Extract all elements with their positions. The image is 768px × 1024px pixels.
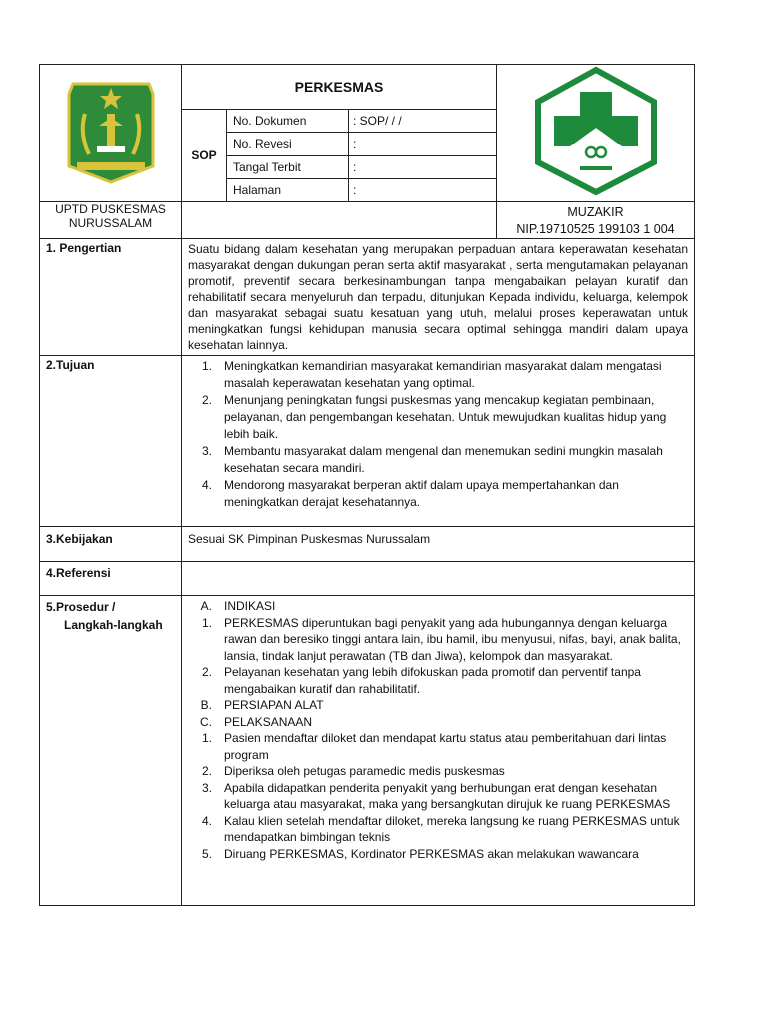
sop-label: SOP — [182, 110, 227, 202]
meta-label-no-revesi: No. Revesi — [227, 133, 349, 156]
list-item — [188, 813, 688, 846]
list-item-text: PERKESMAS diperuntukan bagi penyakit yang ada hubungannya dengan keluarga rawan dan beresiko tinggi antara lain, ibu hamil, ibu menyusui, nifas, bayi, anak balita, lansia, tindak lanjut perawatan (TB dan Jiwa), kelompok dan masyarakat. — [224, 615, 681, 663]
list-item — [188, 714, 688, 731]
section-label-pengertian: 1. Pengertian — [40, 239, 182, 356]
list-item — [188, 763, 688, 780]
meta-label-no-dokumen: No. Dokumen — [227, 110, 349, 133]
prosedur-label-line2: Langkah-langkah — [64, 618, 163, 632]
list-item: 4. Mendorong masyarakat berperan aktif dalam upaya mempertahankan dan meningkatkan derajat kesehatannya. — [201, 478, 619, 509]
list-item-text: PERSIAPAN ALAT — [224, 698, 324, 712]
list-item — [188, 598, 688, 615]
meta-label-halaman: Halaman — [227, 179, 349, 202]
list-item-number: C. — [200, 714, 212, 729]
signer-cell — [497, 202, 695, 239]
section-label-prosedur — [40, 596, 182, 906]
signer-name: MUZAKIR — [567, 205, 624, 219]
org-name-line1: UPTD PUSKESMAS — [55, 202, 166, 216]
list-item: 3. Membantu masyarakat dalam mengenal dan menemukan sedini mungkin masalah kesehatan secara mandiri. — [201, 444, 663, 475]
list-item: 2. Menunjang peningkatan fungsi puskesmas yang mencakup kegiatan pembinaan, pelayanan, dan pengembangan kesehatan. Untuk mewujudkan kualitas hidup yang lebih baik. — [201, 393, 667, 441]
list-item-number: B. — [200, 698, 212, 712]
section-body-referensi — [182, 562, 695, 596]
list-item-number: 1. — [201, 615, 212, 630]
list-item-text: INDIKASI — [224, 599, 276, 613]
list-item-number: 1. — [201, 731, 212, 745]
list-item — [188, 615, 688, 665]
sop-table — [39, 64, 695, 906]
list-item-number: 4. — [201, 813, 212, 828]
puskesmas-logo-cell — [497, 65, 695, 202]
section-label-tujuan: 2.Tujuan — [40, 356, 182, 527]
section-label-kebijakan: 3.Kebijakan — [40, 527, 182, 562]
meta-value-no-revesi: : — [349, 133, 497, 156]
list-item-number: 2. — [201, 665, 212, 679]
list-item-text: Pasien mendaftar diloket dan mendapat kartu status atau pemberitahuan dari lintas program — [224, 731, 667, 762]
org-name-line2: NURUSSALAM — [68, 216, 153, 230]
list-item — [188, 697, 688, 714]
list-item-text: Diperiksa oleh petugas paramedic medis puskesmas — [224, 764, 505, 778]
meta-value-tangal-terbit: : — [349, 156, 497, 179]
sop-document — [39, 64, 694, 906]
meta-label-tangal-terbit: Tangal Terbit — [227, 156, 349, 179]
list-item-number: 5. — [201, 846, 212, 861]
list-item — [188, 780, 688, 813]
meta-value-halaman: : — [349, 179, 497, 202]
org-name-cell — [40, 202, 182, 239]
list-item-text: Diruang PERKESMAS, Kordinator PERKESMAS akan melakukan wawancara — [224, 846, 639, 861]
list-item — [188, 846, 688, 863]
section-body-tujuan — [182, 356, 695, 527]
header-blank-cell — [182, 202, 497, 239]
list-item — [188, 730, 688, 763]
list-item-number: 2. — [201, 764, 212, 778]
list-item: 1. Meningkatkan kemandirian masyarakat kemandirian masyarakat dalam mengatasi masalah keperawatan kesehatan yang optimal. — [201, 359, 662, 390]
list-item-text: Apabila didapatkan penderita penyakit yang berhubungan erat dengan kesehatan keluarga atau masyarakat, maka yang bersangkutan dirujuk ke ruang PERKESMAS — [224, 780, 671, 811]
puskesmas-logo-icon — [526, 66, 666, 196]
prosedur-label-line1: 5.Prosedur / — [46, 600, 116, 614]
list-item-text: Pelayanan kesehatan yang lebih difokuskan pada promotif dan perventif tanpa mengabaikan kuratif dan rahabilitatif. — [224, 665, 641, 696]
signer-nip: NIP.19710525 199103 1 004 — [516, 222, 675, 236]
list-item-text: Kalau klien setelah mendaftar diloket, mereka langsung ke ruang PERKESMAS untuk mendapatkan bimbingan teknis — [224, 813, 680, 844]
regional-emblem-cell — [40, 65, 182, 202]
section-body-prosedur — [182, 596, 695, 906]
prosedur-list — [188, 598, 688, 862]
section-label-referensi: 4.Referensi — [40, 562, 182, 596]
section-body-kebijakan: Sesuai SK Pimpinan Puskesmas Nurussalam — [182, 527, 695, 562]
list-item — [188, 664, 688, 697]
document-title: PERKESMAS — [182, 65, 497, 110]
meta-value-no-dokumen: : SOP/ / / — [349, 110, 497, 133]
list-item-number: 3. — [201, 780, 212, 795]
aceh-emblem-icon — [63, 74, 159, 189]
section-body-pengertian: Suatu bidang dalam kesehatan yang merupakan perpaduan antara keperawatan kesehatan masyarakat dengan dukungan peran serta aktif masyarakat , serta mengutamakan pelayanan promotif, preventif secara berkesinambungan tanpa mengabaikan pelayan kuratif dan rehabilitatif secara menyeluruh dan terpadu, ditunjukan Kepada individu, keluarga, kelempok dan masyarakat sebagai suatu kesatuan yang utuh, melalui proses keperawatan untuk meningkatkan fungsi kehidupan manusia secara optimal sehingga mandiri dalam upaya kesehatan lainnya. — [182, 239, 695, 356]
list-item-number: A. — [200, 599, 212, 613]
list-item-text: PELAKSANAAN — [224, 714, 313, 729]
